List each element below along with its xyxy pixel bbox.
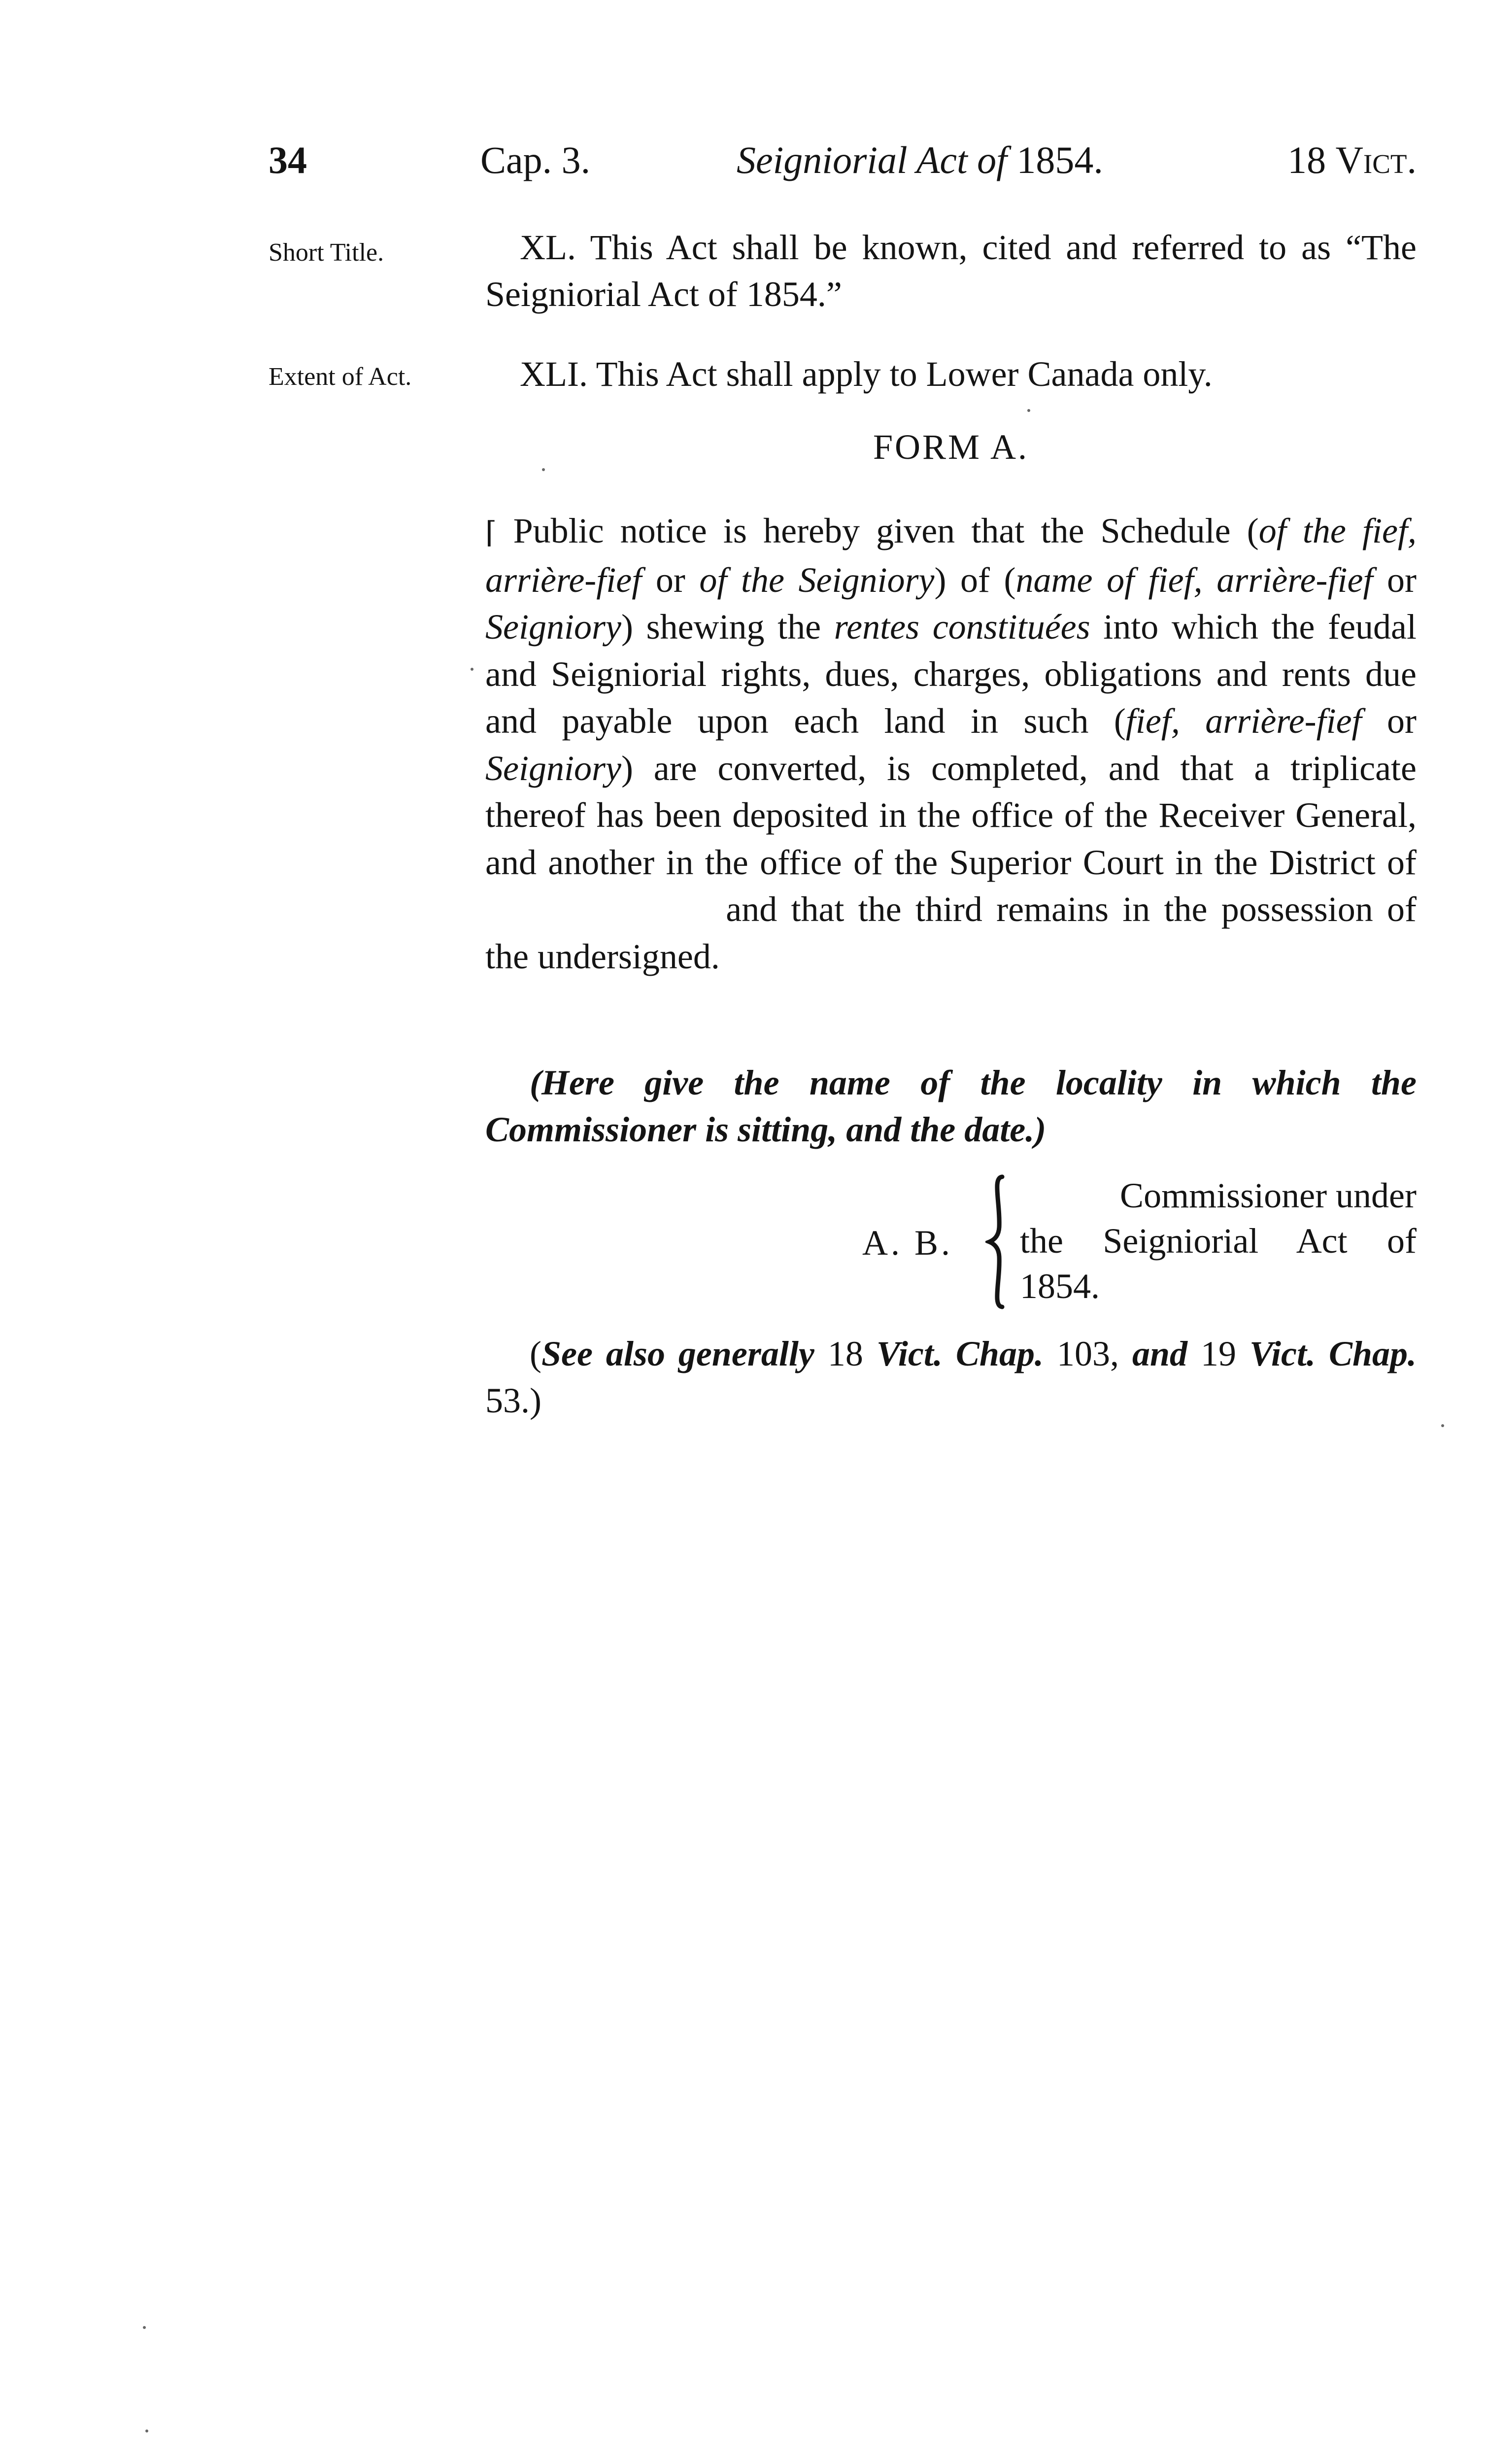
see-also-text: 103, [1043, 1334, 1132, 1373]
notice-text: ) are converted, is completed, and that a triplicate thereof has been deposited in the office of the Receiver General, and another in the office of the Superior Court in the District of [485, 748, 1417, 882]
signature-line-2: the Seigniorial Act of [1020, 1221, 1417, 1261]
notice-text: ) shewing the [621, 607, 834, 647]
session-number: 18 [1287, 138, 1326, 181]
see-also-italic: Vict. Chap. [876, 1334, 1044, 1373]
chapter-label: Cap. 3. [480, 138, 591, 181]
running-title [737, 133, 1103, 187]
signature-title [1020, 1173, 1417, 1309]
notice-italic: fief, arrière-fief [1125, 701, 1362, 741]
running-header [269, 133, 1417, 187]
notice-italic: of the fief, arrière-fief [485, 511, 1417, 600]
notice-text: or [1361, 701, 1417, 741]
notice-italic: Seigniory [485, 748, 621, 788]
notice-text: into which the feudal and Seigniorial rights, dues, charges, obligations and rents due and payable upon each land in such ( [485, 607, 1417, 741]
notice-text: and that the third remains in the possession of the undersigned. [485, 890, 1417, 976]
see-also-text: 18 [814, 1334, 877, 1373]
notice-text: or [642, 560, 700, 600]
scan-speck [471, 668, 473, 671]
signature-initials: A. B. [862, 1223, 953, 1263]
form-notice [485, 508, 1417, 980]
scan-speck [143, 2326, 146, 2329]
notice-text: Public notice is hereby given that the Schedule ( [513, 511, 1259, 550]
page-number: 34 [269, 138, 307, 181]
notice-italic: rentes constituées [834, 607, 1090, 647]
notice-italic: of the Seigniory [699, 560, 935, 600]
session-label [1287, 133, 1417, 187]
margin-note-short-title: Short Title. [269, 239, 384, 267]
notice-italic: name of fief, arrière-fief [1015, 560, 1373, 600]
scan-speck [542, 468, 545, 471]
signature-line-1: Commissioner under [1120, 1176, 1417, 1215]
date-instruction: (Here give the name of the locality in which the Commissioner is sitting, and the date.) [485, 1063, 1417, 1149]
running-title-year: 1854. [1016, 138, 1103, 181]
section-xl: XL. This Act shall be known, cited and referred to as “The Seigniorial Act of 1854.” [485, 228, 1417, 314]
scan-speck [1027, 409, 1030, 412]
see-also-italic: See also generally [541, 1334, 814, 1373]
signature-line-3: 1854. [1020, 1266, 1100, 1306]
running-title-italic: Seigniorial Act of [737, 138, 1007, 181]
notice-text: or [1373, 560, 1417, 600]
notice-italic: Seigniory [485, 607, 621, 647]
see-also-note [485, 1331, 1417, 1424]
see-also-italic: and [1132, 1334, 1187, 1373]
see-also-text: 19 [1187, 1334, 1250, 1373]
see-also-text: 53.) [485, 1381, 541, 1420]
curly-brace-icon [985, 1173, 1020, 1311]
margin-note-extent: Extent of Act. [269, 363, 412, 391]
scan-speck [145, 2430, 148, 2432]
notice-text: ) of ( [934, 560, 1016, 600]
see-also-text: ( [530, 1334, 541, 1373]
session-word: Vict. [1335, 138, 1417, 181]
notice-bracket: ⌈ [485, 516, 497, 549]
scan-speck [1441, 1424, 1444, 1427]
section-xli: XLI. This Act shall apply to Lower Canada only. [520, 354, 1213, 394]
form-heading: FORM A. [873, 427, 1029, 467]
see-also-italic: Vict. Chap. [1249, 1334, 1417, 1373]
